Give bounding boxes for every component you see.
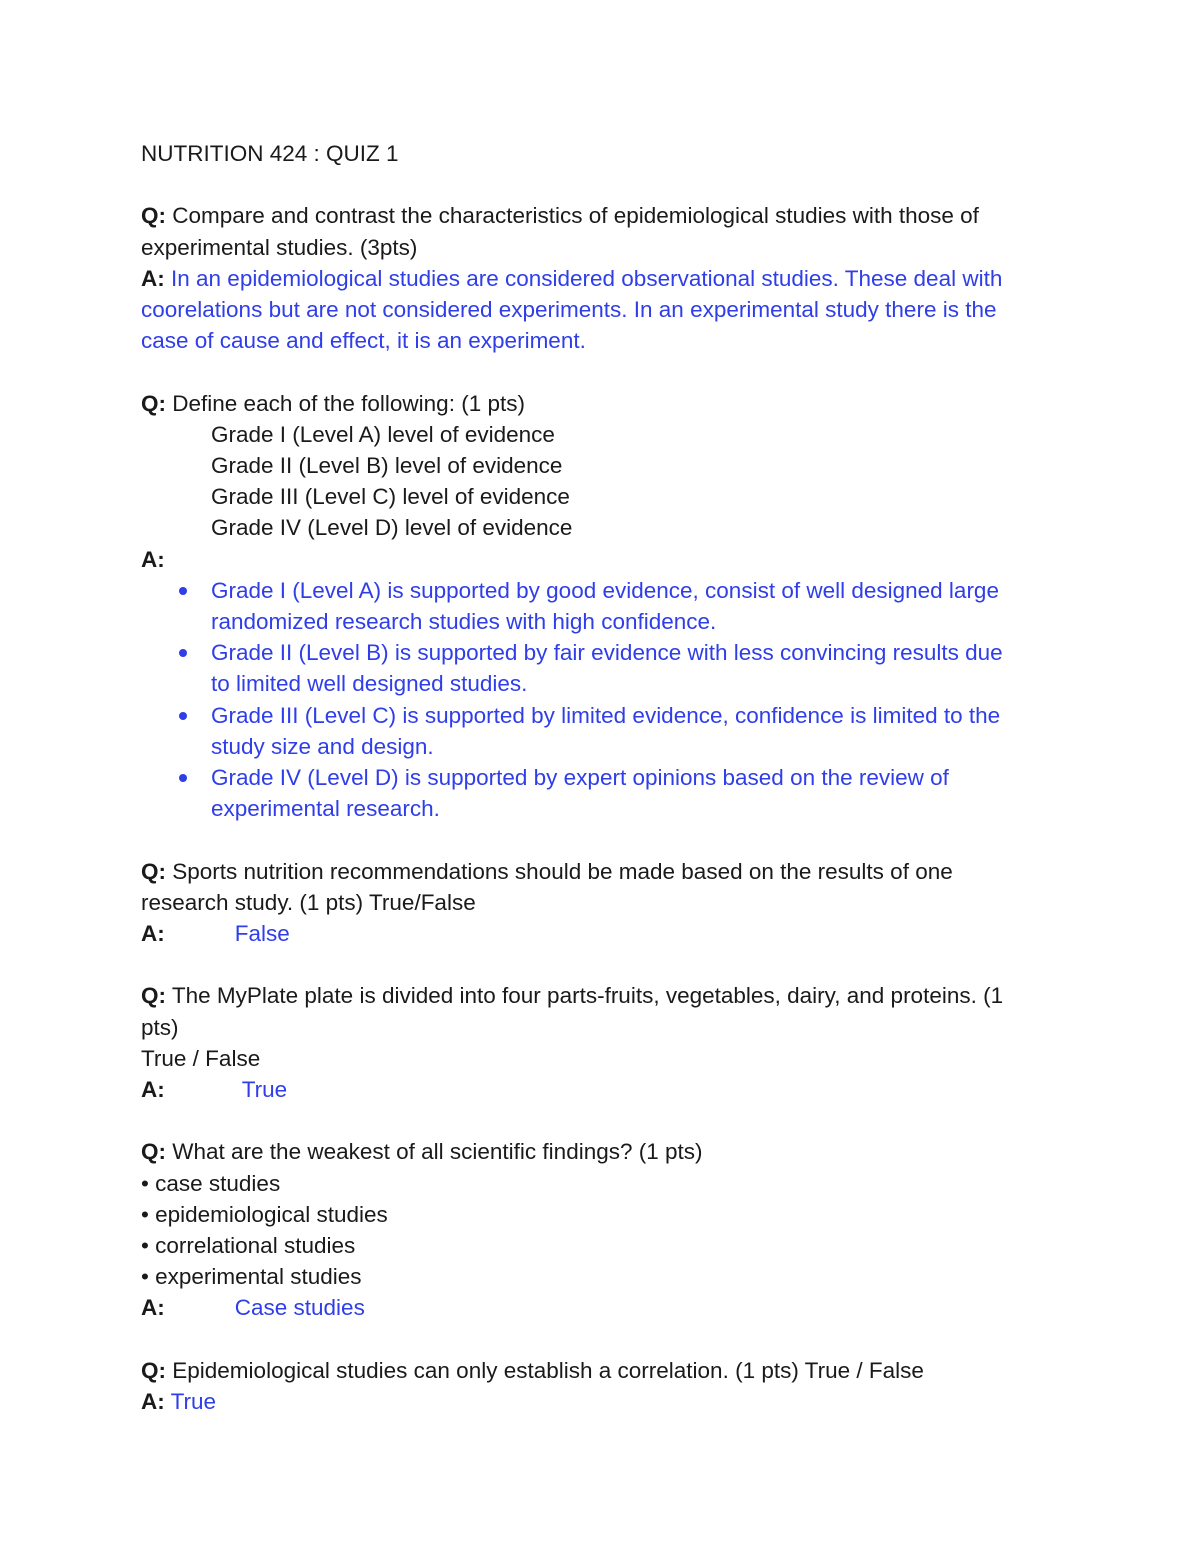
question-2 — [141, 388, 1061, 825]
a-label: A: — [141, 921, 165, 947]
answer-text: False — [234, 921, 290, 947]
question-text: The MyPlate plate is divided into four parts-fruits, vegetables, dairy, and proteins. (1 — [171, 983, 1004, 1009]
a-label: A: — [141, 1295, 165, 1321]
list-item: Grade I (Level A) level of evidence — [211, 421, 555, 447]
list-item: • epidemiological studies — [141, 1201, 388, 1227]
bullet-icon — [179, 587, 187, 595]
q-label: Q: — [141, 1139, 166, 1165]
a-label: A: — [141, 265, 165, 291]
question-text: experimental studies. (3pts) — [141, 234, 418, 260]
a-label: A: — [141, 1077, 165, 1103]
answer-text: coorelations but are not considered experiments. In an experimental study there is the — [141, 297, 997, 322]
answer-text: Case studies — [234, 1295, 365, 1321]
question-3 — [141, 856, 1061, 950]
answer-text: In an epidemiological studies are considered observational studies. These deal with — [171, 265, 1003, 291]
question-text: pts) — [141, 1014, 179, 1040]
question-text: Sports nutrition recommendations should be made based on the results of one — [172, 858, 953, 884]
list-item: Grade III (Level C) level of evidence — [211, 484, 570, 510]
list-item: Grade IV (Level D) level of evidence — [211, 515, 573, 541]
list-item: • experimental studies — [141, 1264, 362, 1290]
answer-text: True — [241, 1077, 288, 1103]
question-text: What are the weakest of all scientific findings? (1 pts) — [172, 1139, 703, 1165]
answer-text: True — [170, 1389, 217, 1415]
list-item: Grade I (Level A) is supported by good evidence, consist of well designed large randomized research studies with high confidence. — [141, 575, 1061, 637]
list-item: • case studies — [141, 1170, 281, 1196]
question-5 — [141, 1136, 1061, 1323]
list-item: Grade IV (Level D) is supported by expert opinions based on the review of experimental research. — [141, 762, 1061, 824]
list-item: • correlational studies — [141, 1233, 356, 1259]
question-text: Epidemiological studies can only establish a correlation. (1 pts) True / False — [172, 1357, 924, 1383]
bullet-icon — [179, 649, 187, 657]
question-text: research study. (1 pts) True/False — [141, 889, 476, 915]
question-1 — [141, 200, 1061, 356]
answer-text: case of cause and effect, it is an experiment. — [141, 328, 586, 354]
q-label: Q: — [141, 390, 166, 416]
quiz-document — [141, 138, 1061, 1417]
question-4 — [141, 980, 1061, 1105]
question-text: Define each of the following: (1 pts) — [172, 390, 525, 416]
options-text: True / False — [141, 1045, 261, 1071]
list-item: Grade II (Level B) is supported by fair evidence with less convincing results due to limited well designed studies. — [141, 637, 1061, 699]
a-label: A: — [141, 546, 165, 572]
answer-bullet-list — [141, 575, 1061, 825]
q-label: Q: — [141, 858, 166, 884]
question-6 — [141, 1355, 1061, 1417]
question-text: Compare and contrast the characteristics of epidemiological studies with those of — [172, 203, 979, 229]
bullet-icon — [179, 774, 187, 782]
page-title: NUTRITION 424 : QUIZ 1 — [141, 141, 399, 166]
a-label: A: — [141, 1389, 165, 1415]
bullet-icon — [179, 712, 187, 720]
q-label: Q: — [141, 983, 166, 1009]
list-item: Grade II (Level B) level of evidence — [211, 453, 563, 478]
q-label: Q: — [141, 203, 166, 229]
q-label: Q: — [141, 1357, 166, 1383]
list-item: Grade III (Level C) is supported by limited evidence, confidence is limited to the study size and design. — [141, 700, 1061, 762]
